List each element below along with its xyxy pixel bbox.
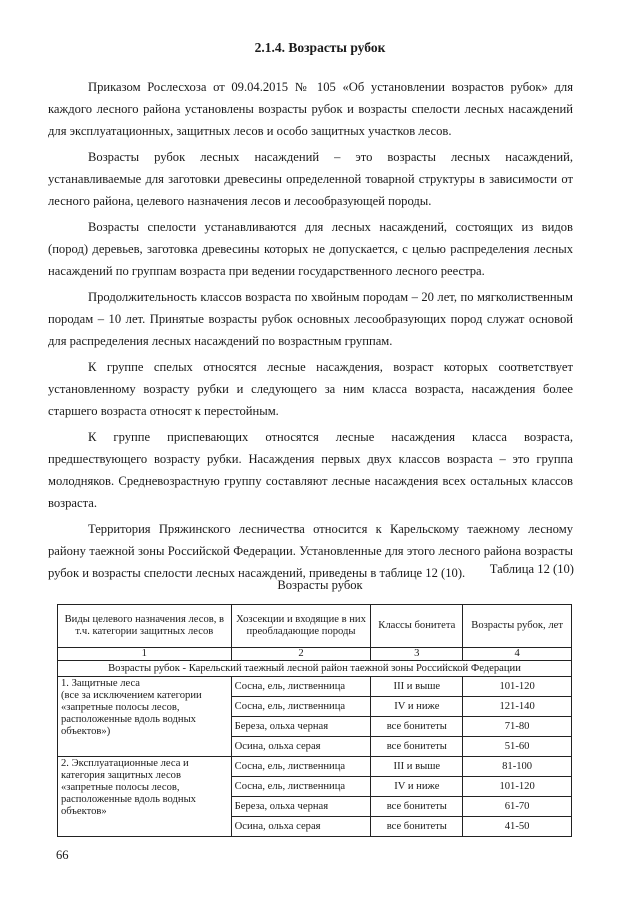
body-text: [48, 76, 573, 588]
column-number: 2: [231, 648, 371, 661]
column-header: Возрасты рубок, лет: [463, 605, 572, 648]
bonitet-cell: III и выше: [371, 677, 463, 697]
age-cell: 121-140: [463, 697, 572, 717]
paragraph: Приказом Рослесхоза от 09.04.2015 № 105 «Об установлении возрастов рубок» для каждого лесного района установлены возрасты рубок и возрасты спелости лесных насаждений для эксплуатационных, защитных лесов и особо защитных участков лесов.: [48, 80, 573, 138]
age-cell: 61-70: [463, 797, 572, 817]
species-cell: Сосна, ель, лиственница: [231, 757, 371, 777]
table-header-row: [58, 605, 572, 648]
column-header: Виды целевого назначения лесов, в т.ч. категории защитных лесов: [58, 605, 232, 648]
table-row: [58, 757, 572, 777]
age-cell: 51-60: [463, 737, 572, 757]
species-cell: Сосна, ель, лиственница: [231, 697, 371, 717]
paragraph: Продолжительность классов возраста по хвойным породам – 20 лет, по мягколиственным породам – 10 лет. Принятые возрасты рубок основных лесообразующих пород служат основой для распределения лесных насаждений по возрастным группам.: [48, 290, 573, 348]
species-cell: Береза, ольха черная: [231, 797, 371, 817]
bonitet-cell: все бонитеты: [371, 797, 463, 817]
region-label: Возрасты рубок - Карельский таежный лесной район таежной зоны Российской Федерации: [58, 661, 572, 677]
species-cell: Береза, ольха черная: [231, 717, 371, 737]
category-cell: 2. Эксплуатационные леса и категория защитных лесов «запретные полосы лесов, расположенные вдоль водных объектов»: [58, 757, 232, 837]
species-cell: Сосна, ель, лиственница: [231, 777, 371, 797]
cutting-ages-table: [57, 604, 572, 837]
species-cell: Сосна, ель, лиственница: [231, 677, 371, 697]
age-cell: 71-80: [463, 717, 572, 737]
column-number: 4: [463, 648, 572, 661]
paragraph: К группе приспевающих относятся лесные насаждения класса возраста, предшествующего возрасту рубки. Насаждения первых двух классов возраста – это группа молодняков. Средневозрастную группу составляют лесные насаждения всех остальных классов возраста.: [48, 430, 573, 510]
paragraph: Возрасты рубок лесных насаждений – это возрасты лесных насаждений, устанавливаемые для заготовки древесины определенной товарной структуры в зависимости от лесного района, целевого назначения лесов и лесообразующей породы.: [48, 150, 573, 208]
species-cell: Осина, ольха серая: [231, 737, 371, 757]
column-number-row: [58, 648, 572, 661]
paragraph: Территория Пряжинского лесничества относится к Карельскому таежному лесному району таежной зоны Российской Федерации. Установленные для этого лесного района возрасты рубок и возрасты спелости лесных насаждений, приведены в таблице 12 (10).: [48, 522, 573, 580]
bonitet-cell: все бонитеты: [371, 717, 463, 737]
bonitet-cell: все бонитеты: [371, 737, 463, 757]
section-heading: 2.1.4. Возрасты рубок: [254, 40, 386, 55]
region-row: [58, 661, 572, 677]
column-number: 3: [371, 648, 463, 661]
page-number: 66: [56, 848, 69, 862]
paragraph: Возрасты спелости устанавливаются для лесных насаждений, состоящих из видов (пород) деревьев, заготовка древесины которых не допускается, с целью распределения лесных насаждений по группам возраста при ведении государственного лесного реестра.: [48, 220, 573, 278]
column-number: 1: [58, 648, 232, 661]
table-number: Таблица 12 (10): [489, 562, 574, 576]
table-row: [58, 677, 572, 697]
column-header: Классы бонитета: [371, 605, 463, 648]
bonitet-cell: все бонитеты: [371, 817, 463, 837]
age-cell: 101-120: [463, 777, 572, 797]
table-title: Возрасты рубок: [277, 578, 363, 592]
bonitet-cell: IV и ниже: [371, 777, 463, 797]
column-header: Хозсекции и входящие в них преобладающие породы: [231, 605, 371, 648]
age-cell: 41-50: [463, 817, 572, 837]
age-cell: 81-100: [463, 757, 572, 777]
bonitet-cell: IV и ниже: [371, 697, 463, 717]
bonitet-cell: III и выше: [371, 757, 463, 777]
species-cell: Осина, ольха серая: [231, 817, 371, 837]
age-cell: 101-120: [463, 677, 572, 697]
category-cell: 1. Защитные леса (все за исключением категории «запретные полосы лесов, расположенные вдоль водных объектов»): [58, 677, 232, 757]
paragraph: К группе спелых относятся лесные насаждения, возраст которых соответствует установленному возрасту рубки и следующего за ним класса возраста, насаждения более старшего возраста относят к перестойным.: [48, 360, 573, 418]
